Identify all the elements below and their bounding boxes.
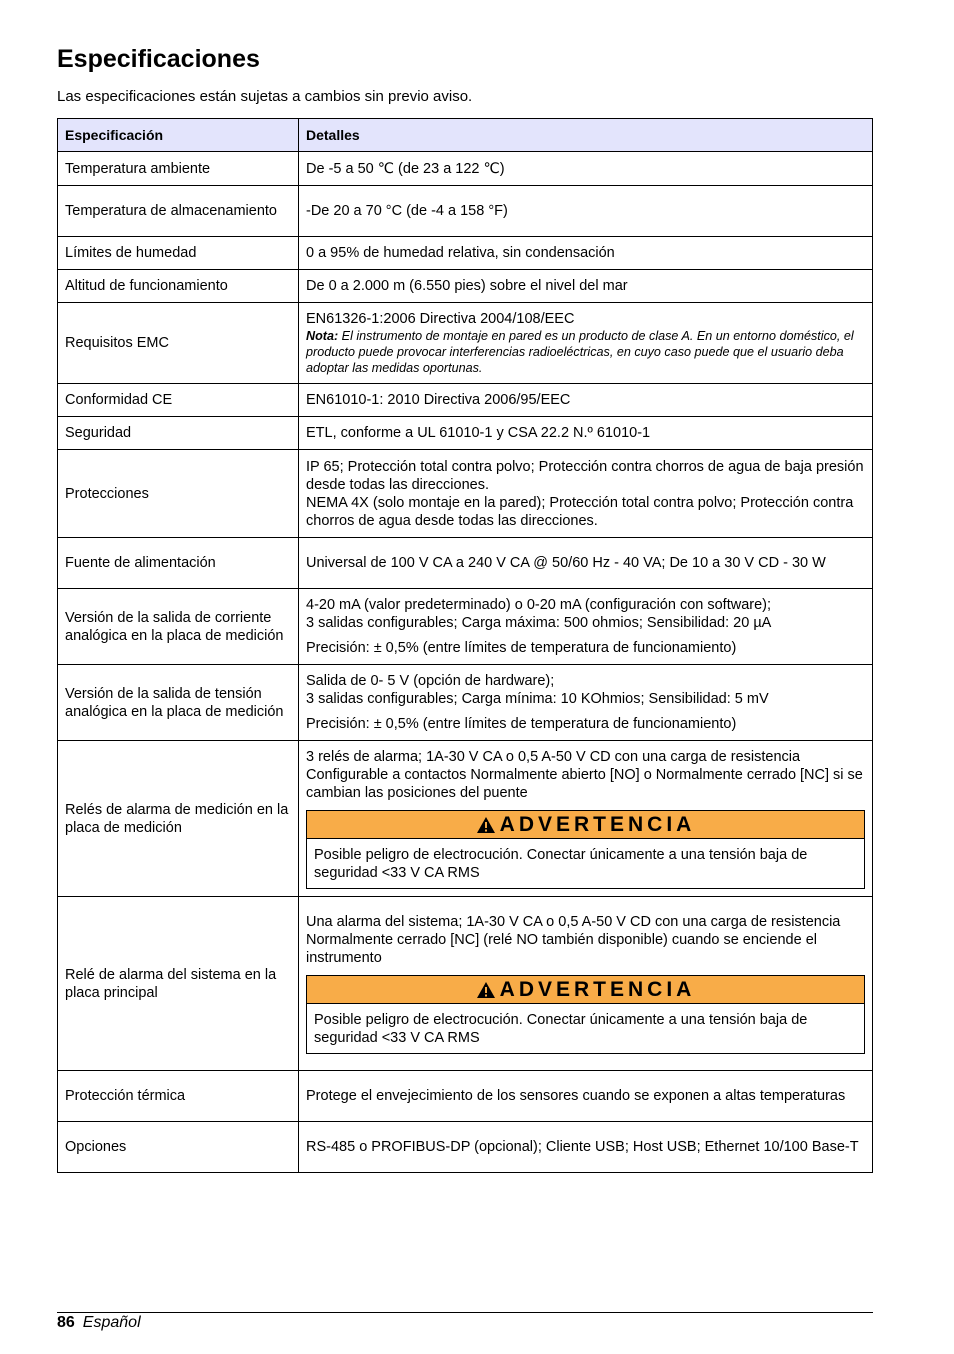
header-spec: Especificación xyxy=(58,119,299,152)
table-row xyxy=(58,186,873,237)
table-row xyxy=(58,417,873,450)
warning-box xyxy=(306,975,865,1054)
spec-cell: Límites de humedad xyxy=(58,237,299,270)
spec-cell: Versión de la salida de corriente analógica en la placa de medición xyxy=(58,589,299,665)
accuracy-line: Precisión: ± 0,5% (entre límites de temperatura de funcionamiento) xyxy=(306,716,737,732)
detail-line: Normalmente cerrado [NC] (relé NO también disponible) cuando se enciende el instrumento xyxy=(306,932,817,966)
spec-cell: Temperatura de almacenamiento xyxy=(58,186,299,237)
table-row xyxy=(58,538,873,589)
warning-box xyxy=(306,810,865,889)
details-cell xyxy=(299,1122,873,1173)
warning-heading: ADVERTENCIA xyxy=(499,978,696,1001)
table-header-row xyxy=(58,119,873,152)
details-cell xyxy=(299,270,873,303)
detail-line: ETL, conforme a UL 61010-1 y CSA 22.2 N.º 61010-1 xyxy=(306,425,651,441)
details-cell xyxy=(299,384,873,417)
details-cell xyxy=(299,450,873,538)
detail-line: De 0 a 2.000 m (6.550 pies) sobre el nivel del mar xyxy=(306,278,628,294)
detail-line: Configurable a contactos Normalmente abierto [NO] o Normalmente cerrado [NC] si se cambian las posiciones del puente xyxy=(306,767,863,801)
table-row xyxy=(58,1122,873,1173)
detail-line: EN61326-1:2006 Directiva 2004/108/EEC xyxy=(306,311,575,327)
table-row xyxy=(58,897,873,1071)
spec-cell: Relés de alarma de medición en la placa de medición xyxy=(58,741,299,897)
table-row xyxy=(58,450,873,538)
spec-cell: Relé de alarma del sistema en la placa principal xyxy=(58,897,299,1071)
table-row xyxy=(58,384,873,417)
detail-line: -De 20 a 70 °C (de -4 a 158 °F) xyxy=(306,203,508,219)
detail-line: 3 salidas configurables; Carga mínima: 10 KOhmios; Sensibilidad: 5 mV xyxy=(306,691,769,707)
page-footer xyxy=(57,1313,141,1333)
header-details: Detalles xyxy=(299,119,873,152)
accuracy-line: Precisión: ± 0,5% (entre límites de temperatura de funcionamiento) xyxy=(306,640,737,656)
table-row xyxy=(58,237,873,270)
spec-cell: Opciones xyxy=(58,1122,299,1173)
table-row xyxy=(58,741,873,897)
detail-line: De -5 a 50 ℃ (de 23 a 122 ℃) xyxy=(306,160,505,177)
detail-line: Universal de 100 V CA a 240 V CA @ 50/60 Hz - 40 VA; De 10 a 30 V CD - 30 W xyxy=(306,555,826,571)
details-cell xyxy=(299,186,873,237)
detail-line: Protege el envejecimiento de los sensores cuando se exponen a altas temperaturas xyxy=(306,1088,846,1104)
warning-header xyxy=(307,811,864,839)
page-title: Especificaciones xyxy=(57,45,260,73)
table-row xyxy=(58,1071,873,1122)
table-row xyxy=(58,303,873,384)
detail-line: 4-20 mA (valor predeterminado) o 0-20 mA (configuración con software); xyxy=(306,597,772,613)
details-cell xyxy=(299,538,873,589)
spec-cell: Temperatura ambiente xyxy=(58,152,299,186)
details-cell xyxy=(299,665,873,741)
note-text xyxy=(306,328,865,376)
detail-line: NEMA 4X (solo montaje en la pared); Protección total contra polvo; Protección contra chorros de agua desde todas las direcciones. xyxy=(306,494,854,529)
footer-language: Español xyxy=(82,1314,141,1331)
detail-line: 0 a 95% de humedad relativa, sin condensación xyxy=(306,245,615,261)
spec-cell: Versión de la salida de tensión analógica en la placa de medición xyxy=(58,665,299,741)
detail-line: IP 65; Protección total contra polvo; Protección contra chorros de agua de baja presión desde todas las direcciones. xyxy=(306,458,864,493)
detail-line: 3 salidas configurables; Carga máxima: 500 ohmios; Sensibilidad: 20 µA xyxy=(306,615,772,631)
warning-text: Posible peligro de electrocución. Conectar únicamente a una tensión baja de seguridad <33 V CA RMS xyxy=(314,1012,808,1046)
table-row xyxy=(58,152,873,186)
warning-text: Posible peligro de electrocución. Conectar únicamente a una tensión baja de seguridad <33 V CA RMS xyxy=(314,847,808,881)
spec-cell: Fuente de alimentación xyxy=(58,538,299,589)
table-row xyxy=(58,270,873,303)
spec-cell: Seguridad xyxy=(58,417,299,450)
details-cell xyxy=(299,303,873,384)
detail-line: RS-485 o PROFIBUS-DP (opcional); Cliente USB; Host USB; Ethernet 10/100 Base-T xyxy=(306,1139,859,1155)
detail-line: Salida de 0- 5 V (opción de hardware); xyxy=(306,673,555,689)
detail-line: EN61010-1: 2010 Directiva 2006/95/EEC xyxy=(306,392,571,408)
specifications-table xyxy=(57,118,873,1173)
warning-triangle-icon xyxy=(476,981,496,999)
spec-cell: Protección térmica xyxy=(58,1071,299,1122)
warning-heading: ADVERTENCIA xyxy=(499,813,696,836)
details-cell xyxy=(299,897,873,1071)
spec-cell: Conformidad CE xyxy=(58,384,299,417)
warning-triangle-icon xyxy=(476,816,496,834)
note-label: Nota: xyxy=(306,329,339,343)
details-cell xyxy=(299,237,873,270)
details-cell xyxy=(299,1071,873,1122)
spec-cell: Requisitos EMC xyxy=(58,303,299,384)
detail-line: Una alarma del sistema; 1A-30 V CA o 0,5 A-50 V CD con una carga de resistencia xyxy=(306,914,841,930)
warning-header xyxy=(307,976,864,1004)
note-body: El instrumento de montaje en pared es un producto de clase A. En un entorno doméstico, el producto puede provocar interferencias radioeléctricas, en cuyo caso puede que el usuario deba adoptar las medidas oportunas. xyxy=(306,329,854,375)
footer-divider xyxy=(57,1312,873,1313)
detail-line: 3 relés de alarma; 1A-30 V CA o 0,5 A-50 V CD con una carga de resistencia xyxy=(306,749,801,765)
table-row xyxy=(58,589,873,665)
page-number: 86 xyxy=(57,1314,75,1331)
spec-cell: Protecciones xyxy=(58,450,299,538)
spec-cell: Altitud de funcionamiento xyxy=(58,270,299,303)
table-row xyxy=(58,665,873,741)
details-cell xyxy=(299,152,873,186)
details-cell xyxy=(299,589,873,665)
details-cell xyxy=(299,741,873,897)
intro-text: Las especificaciones están sujetas a cambios sin previo aviso. xyxy=(57,88,473,105)
details-cell xyxy=(299,417,873,450)
